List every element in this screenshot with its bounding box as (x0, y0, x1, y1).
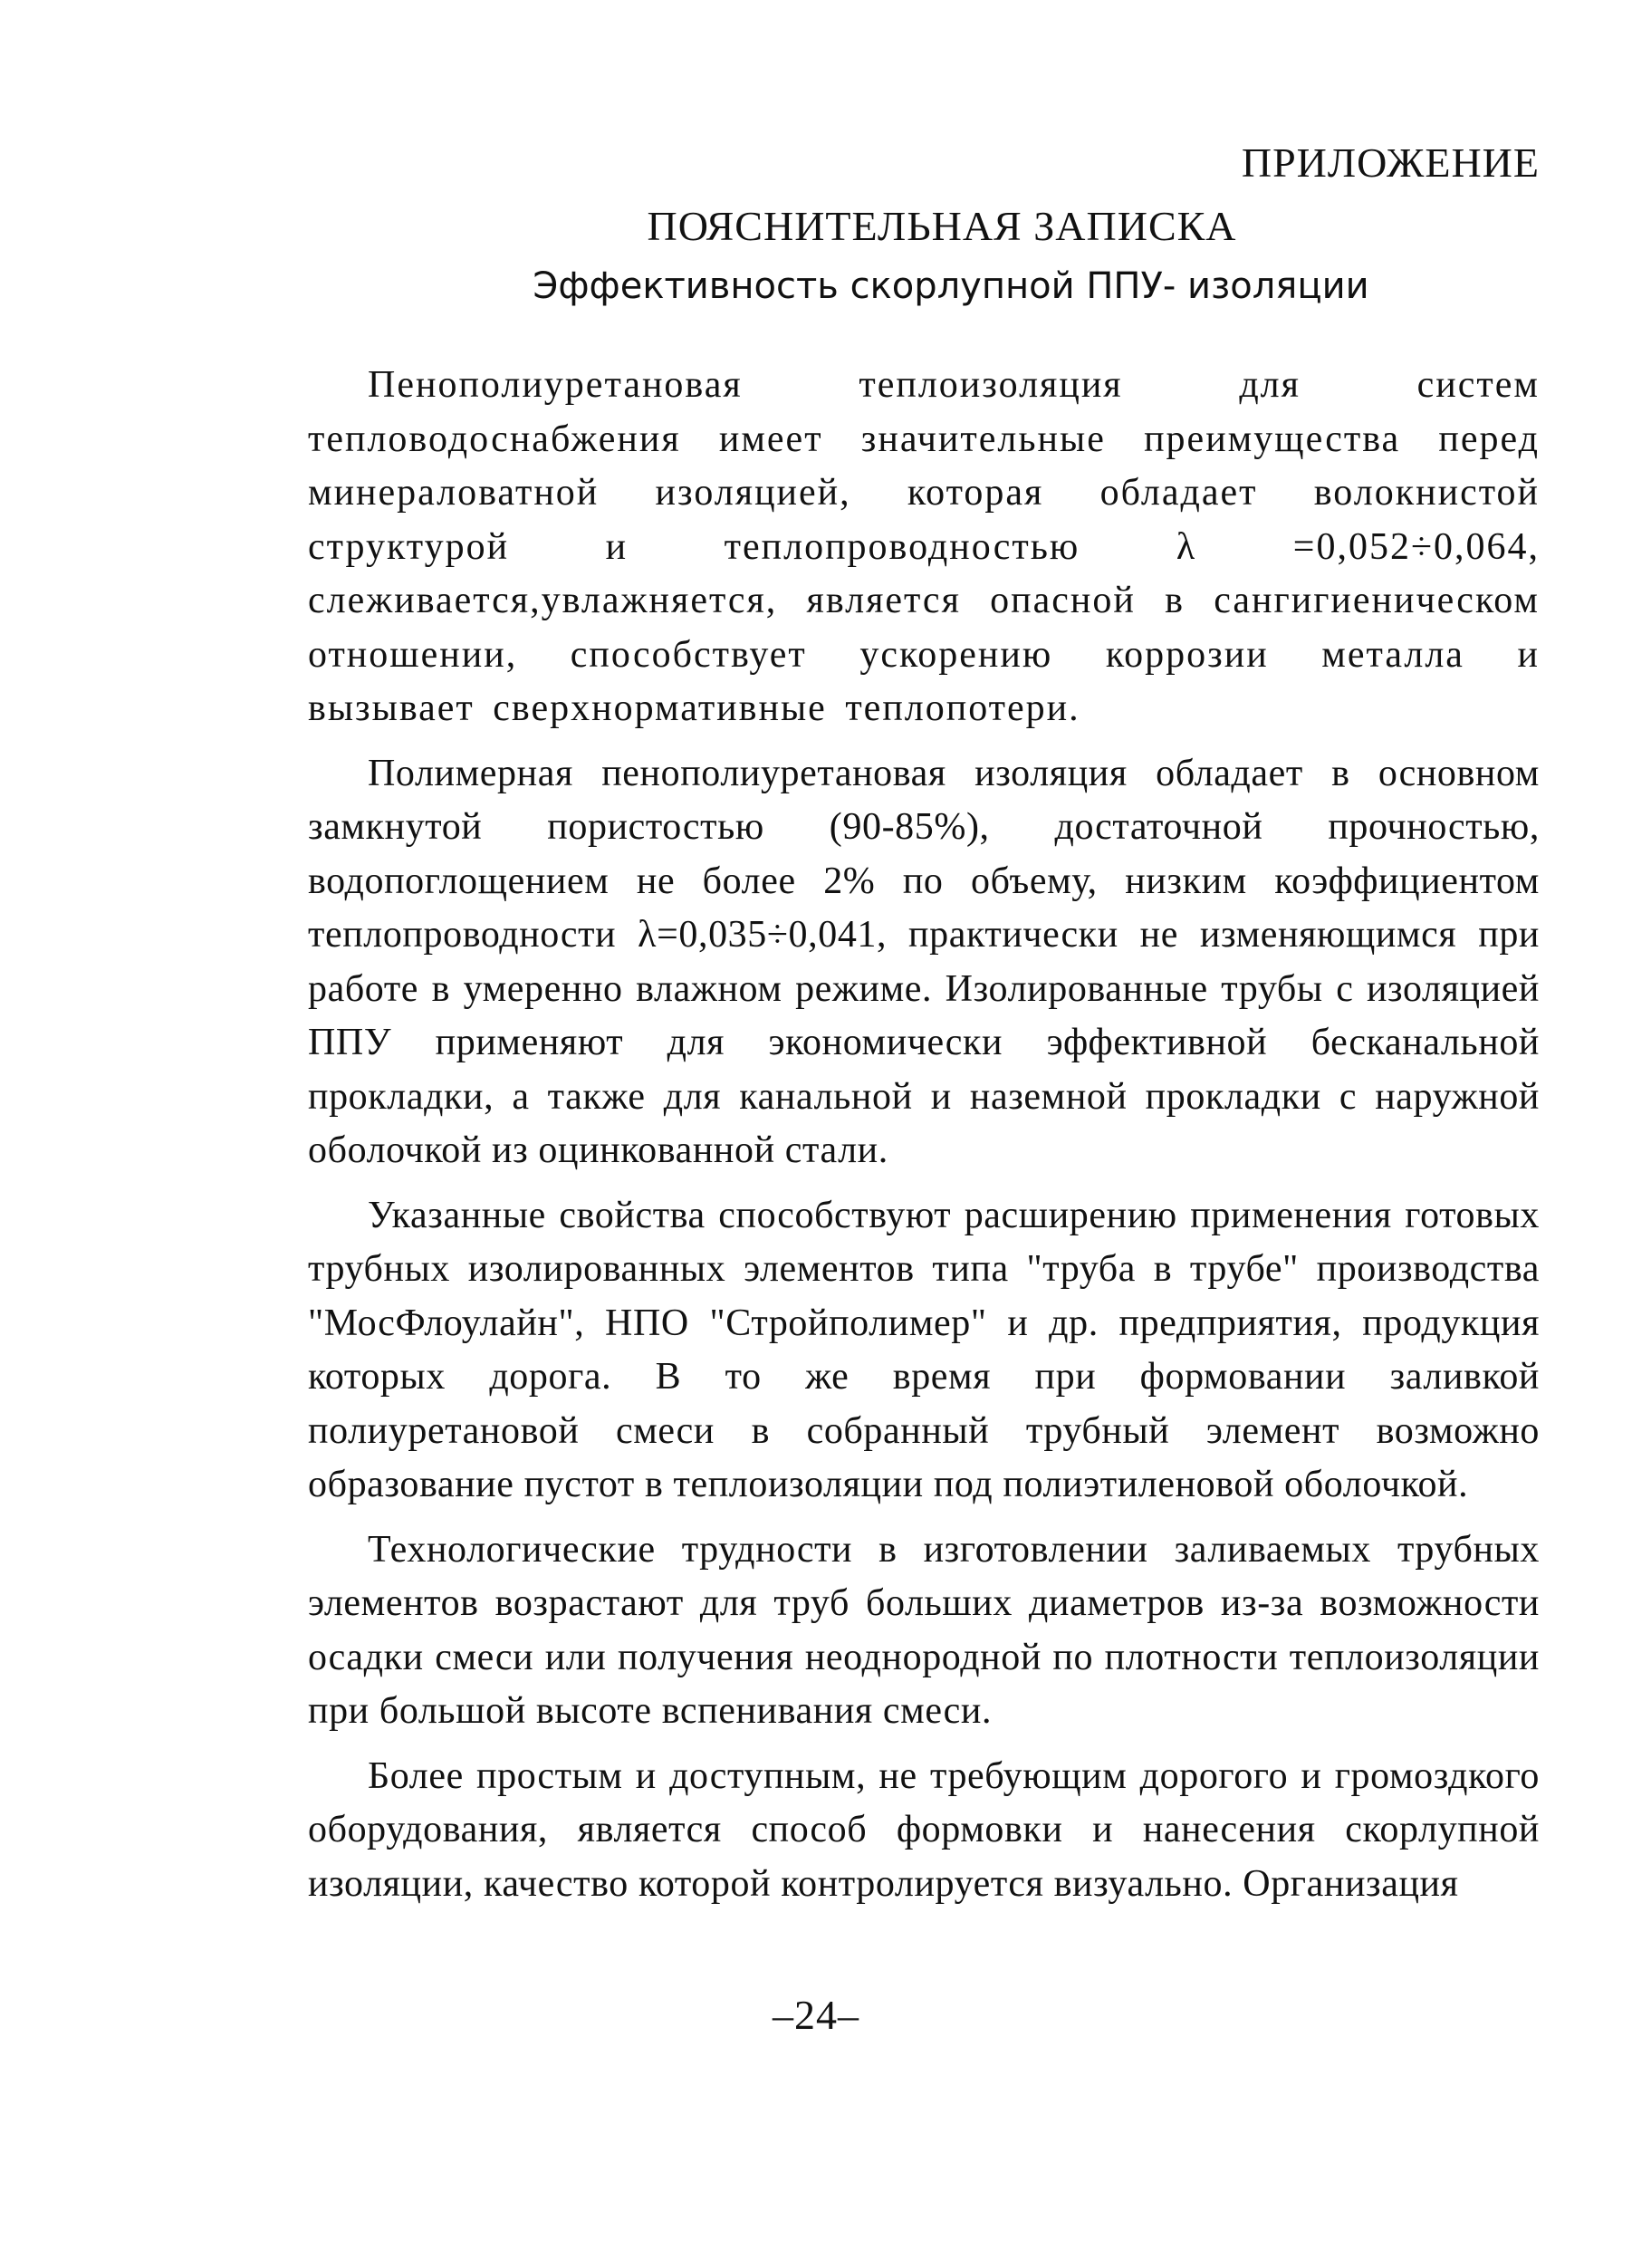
document-subtitle: Эффективность скорлупной ППУ- изоляции (533, 265, 1369, 307)
body-paragraph: Указанные свойства способствуют расширению применения готовых трубных изолированных элементов типа "труба в трубе" производства "МосФлоулайн", НПО "Стройполимер" и др. предприятия, продукция которых дорога. В то же время при формовании заливкой полиуретановой смеси в собранный трубный элемент возможно образование пустот в теплоизоляции под полиэтиленовой оболочкой. (308, 1194, 1540, 1505)
document-page (308, 136, 1540, 1922)
body-paragraph: Технологические трудности в изготовлении заливаемых трубных элементов возрастают для труб больших диаметров из-за возможности осадки смеси или получения неоднородной по плотности теплоизоляции при большой высоте вспенивания смеси. (308, 1528, 1540, 1732)
appendix-label: ПРИЛОЖЕНИЕ (1241, 139, 1540, 186)
body-paragraph: Полимерная пенополиуретановая изоляция обладает в основном замкнутой пористостью (90-85%), достаточной прочностью, водопоглощением не более 2% по объему, низким коэффициентом теплопроводности λ=0,035÷0,041, практически не изменяющимся при работе в умеренно влажном режиме. Изолированные трубы с изоляцией ППУ применяют для экономически эффективной бесканальной прокладки, а также для канальной и наземной прокладки с наружной оболочкой из оцинкованной стали. (308, 752, 1540, 1171)
body-paragraph: Пенополиуретановая теплоизоляция для систем тепловодоснабжения имеет значительные преимущества перед минераловатной изоляцией, которая обладает волокнистой структурой и теплопроводностью λ =0,052÷0,064, слеживается,увлажняется, является опасной в сангигиеническом отношении, способствует ускорению коррозии металла и вызывает сверхнормативные теплопотери. (308, 364, 1540, 729)
explanatory-note-title: ПОЯСНИТЕЛЬНАЯ ЗАПИСКА (647, 203, 1237, 249)
page-number: –24– (773, 1992, 859, 2038)
body-paragraph: Более простым и доступным, не требующим дорогого и громоздкого оборудования, является способ формовки и нанесения скорлупной изоляции, качество которой контролируется визуально. Организация (308, 1754, 1540, 1905)
